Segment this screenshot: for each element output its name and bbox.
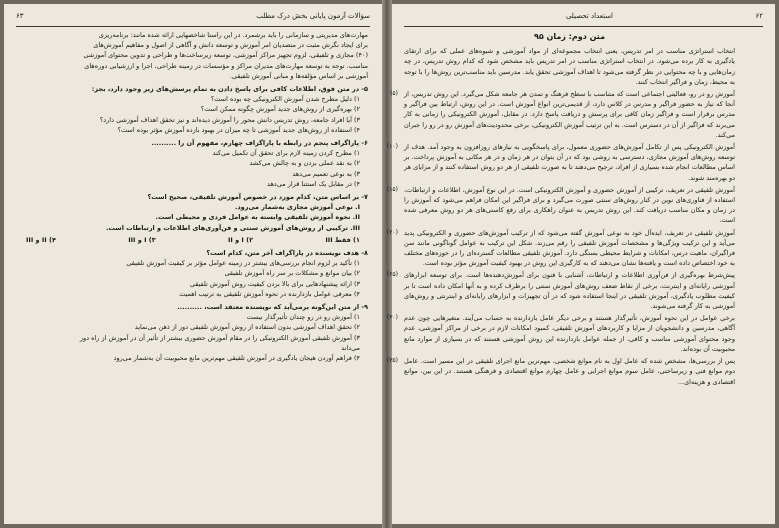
paragraph-text: پس از بررسی‌ها، مشخص شده که عامل اول به نام موانع شخصی، مهم‌ترین مانع اجرای تلفیقی در این مسیر است. عامل دوم موانع فنی و زیرساختی، عامل سوم موانع اجرایی و عامل چهارم موانع اقتصادی و فرهنگی هستند. در این بین، موانع اقتصادی و هزینه‌ای... <box>404 357 735 386</box>
left-page-body <box>18 30 368 518</box>
intro-line: مهارت‌های مدیریتی و سازمانی را باید برشمرد. در این راستا شاخصهایی ارائه شده مانند: برنامه‌ریزی <box>98 31 368 39</box>
passage-paragraph <box>386 228 735 269</box>
q5-option: ۳) آیا افراد جامعه، روش تدریس دانش محور را آموزش دیده‌اند و نیز تحقق اهداف آموزشی دارد؟ <box>99 115 360 124</box>
right-running-title: استعداد تحصیلی <box>565 12 613 20</box>
q5-option: ۴) استفاده از روش‌های جدید آموزشی تا چه میزان در بهبود بازده آموزش مؤثر بوده است؟ <box>117 125 360 134</box>
left-running-head <box>16 12 370 24</box>
intro-line: برای ایجاد نگرش مثبت در متصدیان امر آموزش و توسعه دانش و آگاهی از اصول و مفاهیم آموزش‌های <box>93 41 368 50</box>
q9-option: ۱) آموزش رو در رو چندان تأثیرگذار نیست <box>246 313 360 322</box>
passage-paragraph <box>390 89 735 140</box>
q7-choices <box>18 235 368 245</box>
question-9: ۹- از متن این‌گونه برمی‌آید که نویسنده معتقد است، .......... <box>177 303 368 312</box>
paragraph-text: آموزش تلفیقی در تعریف، ترکیبی از آموزش حضوری و آموزش الکترونیکی است. در این نوع آموزش، اطلاعات و ارتباطات، استفاده از فناوری‌های نوین در کنار روش‌های سنتی صورت می‌گیرد و برای فراگیر این امکان فراهم می‌شود که آموزش را در زمان و مکان مناسب دریافت کند. این روش تدریس به عنوان راهکاری برای رفع کاستی‌های هر دو روش معرفی شده است. <box>404 185 735 225</box>
q8-option: ۴) معرفی عوامل بازدارنده در نحوه آموزش تلفیقی به ترتیب اهمیت <box>179 289 360 298</box>
q7-choice: ۴) II و III <box>26 235 56 244</box>
paragraph-text: انتخاب استراتژی مناسب در امر تدریس، یعنی انتخاب مجموعه‌ای از مواد آموزشی و شیوه‌های عملی که برای ارتقای یادگیری به کار برده می‌شود. در انتخاب استراتژی مناسب در امر تدریس باید مشخص شود که کدام روش تدریس، در چه زمان‌هایی و با چه محتوایی در نظر گرفته می‌شود تا اهداف آموزشی تحقق یابد. مدرسین باید مناسب‌ترین روش‌ها را با توجه به محیط، زمان و فراگیر انتخاب کنند. <box>404 47 735 86</box>
paragraph-text: آموزش الکترونیکی پس از تکامل آموزش‌های حضوری معمول، برای پاسخگویی به نیازهای روزافزون به وجود آمد. هدف از توسعه روش‌های آموزش مجازی، دسترسی به روشی بود که در آن بتوان در هر زمان و در هر مکانی به آموزش پرداخت. بر اساس مطالعات انجام شده بسیاری از افراد، ترجیح می‌دهند تا به صورت تلفیقی از هر دو روش استفاده کنند و از مزایای هر دو بهره‌مند شوند. <box>404 143 735 182</box>
q7-choice: ۳) I و III <box>128 235 156 244</box>
line-ref: (۱۵) <box>386 185 398 193</box>
line-ref: (۵) <box>390 90 398 98</box>
q7-item: I. نوعی آموزش مجازی به‌شمار می‌رود. <box>234 203 360 212</box>
q5-option: ۱) دلیل مطرح شدن آموزش الکترونیکی چه بوده است؟ <box>210 95 360 104</box>
intro-line: آموزشی بر اساس مؤلفه‌ها و مبانی آموزش تلفیقی. <box>229 71 368 80</box>
passage-paragraph <box>386 142 735 183</box>
paragraph-text: آموزش رو در رو، فعالیتی اجتماعی است که متناسب با سطح فرهنگ و تمدن هر جامعه شکل می‌گیرد. این روش تدریس، از آنجا که نیاز به حضور فراگیر و مدرس در کلاس دارد، از قدیمی‌ترین انواع آموزش است. در این روش، ارتباط بین فراگیر و مدرس برقرار است و فراگیر زمان کافی برای پرسش و دریافت پاسخ دارد. در مقابل، آموزش الکترونیکی را زمانی به کار می‌برند که فراگیر از آن در دسترس است. به این ترتیب آموزش الکترونیکی، برخی محدودیت‌های آموزش رو در رو را جبران می‌کند. <box>404 90 735 139</box>
q6-option: ۳) به نوعی تعمیم می‌دهد <box>292 169 360 178</box>
q9-option: ۲) تحقق اهداف آموزشی بدون استفاده از روش آموزش تلفیقی دور از ذهن می‌نماید <box>134 323 360 332</box>
line-ref: (۱۰) <box>386 143 398 151</box>
right-header-rule <box>404 26 763 27</box>
passage-paragraph <box>386 185 735 226</box>
question-7: ۷- بر اساس متن، کدام مورد در خصوص آموزش تلفیقی، صحیح است؟ <box>147 193 368 202</box>
passage-paragraph <box>386 270 735 311</box>
q6-option: ۴) در مقابل یک استثنا قرار می‌دهد <box>267 179 360 188</box>
right-page-number: ۶۲ <box>755 12 763 20</box>
paragraph-text: آموزش تلفیقی در تعریف، ایده‌آل خود به نوعی آموزش گفته می‌شود که از ترکیب آموزش‌های حضوری و الکترونیکی پدید می‌آید و این ترکیب ویژگی‌ها و مشخصات آموزش تلفیقی را رقم می‌زند. شکل این ترکیب به عوامل گوناگونی مانند سن فراگیران، ماهیت درس، امکانات و شرایط محیطی بستگی دارد. آموزش تلفیقی مطالعات گسترده‌ای را در حوزه‌های مختلف به خود اختصاص داده است و یافته‌ها نشان می‌دهند که به کارگیری این روش در بهبود کیفیت آموزش مؤثر بوده است. <box>404 228 735 268</box>
question-8: ۸- هدف نویسنده در پاراگراف آخر متن، کدام است؟ <box>206 249 368 258</box>
intro-line: (۴۰) مجازی و تلفیقی، لزوم تجهیز مراکز آموزشی، توسعه زیرساخت‌ها و طراحی و تدوین محتوای آموزشی <box>83 51 368 60</box>
left-running-title: سؤالات آزمون پایانی بخش درک مطلب <box>256 12 370 20</box>
right-page <box>386 4 775 524</box>
q9-option: می‌داند <box>341 343 360 352</box>
q5-option: ۲) بهره‌گیری از روش‌های جدید آموزش چگونه ممکن است؟ <box>200 105 360 114</box>
q7-item: II. نحوه آموزش تلفیقی وابسته به عوامل فردی و محیطی است. <box>155 213 360 222</box>
right-running-head <box>404 12 763 24</box>
q9-option: ۴) فراهم آوردن هیجان یادگیری در آموزش تلفیقی مهم‌ترین مانع محبوبیت آن به‌شمار می‌رود <box>113 354 360 363</box>
left-page <box>4 4 382 524</box>
q7-item: III. ترکیبی از روش‌های آموزش سنتی و فن‌آوری‌های اطلاعات و ارتباطات است. <box>105 223 360 232</box>
line-ref: (۲۵) <box>386 271 398 279</box>
passage-heading: متن دوم: زمان ۹۵ <box>533 32 606 41</box>
passage-paragraph <box>386 313 735 354</box>
paragraph-text: پیش‌شرط بهره‌گیری از فن‌آوری اطلاعات و ارتباطات، آشنایی با فنون برای آموزش‌دهنده‌ها است. برای توسعه ابزارهای آموزشی رایانه‌ای و اینترنت، برخی از نقاط ضعف روش‌های آموزش سنتی را برطرف کرده و به آنها امکان داده است تا بر کیفیت مطلوب یادگیری، آموزش تلفیقی در اینجا استفاده شود که در آن تجهیزات و ابزارهای رایانه‌ای و اینترنتی و روش‌های آموزشی به کار گرفته می‌شوند. <box>404 271 735 311</box>
q8-option: ۲) بیان موانع و مشکلات بر سر راه آموزش تلفیقی <box>224 269 360 278</box>
right-page-body <box>386 30 735 518</box>
line-ref: (۲۰) <box>386 228 398 236</box>
q8-option: ۳) ارائه پیشنهادهایی برای بالا بردن کیفیت روش آموزش تلفیقی <box>189 279 360 288</box>
q7-choice: ۱) فقط III <box>325 235 360 244</box>
passage-paragraph <box>404 46 735 87</box>
left-page-number: ۶۳ <box>16 12 24 20</box>
question-6: ۶- پاراگراف پنجم در رابطه با پاراگراف چهارم، مفهوم آن را .......... <box>151 139 368 148</box>
q6-option: ۱) مطرح کردن زمینه لازم برای تحقق آن تکمیل می‌کند <box>212 149 360 158</box>
paragraph-text: برخی عوامل در این نحوه آموزش، تأثیرگذار هستند و برخی دیگر عامل بازدارنده به حساب می‌آیند. متغیرهایی چون عدم آگاهی، مدرسین و دانشجویان از مزایا و کاربردهای آموزش تلفیقی، کمبود امکانات لازم در برخی از مراکز آموزشی، عدم وجود محتوای آموزشی مناسب و کافی، از جمله عوامل بازدارنده این روش آموزشی هستند که در بسیاری از موارد مانع محبوبیت آن بوده‌اند. <box>404 314 735 353</box>
book-gutter <box>382 0 392 528</box>
q9-option: ۳) آموزش تلفیقی آموزش الکترونیکی را در مقام آموزش حضوری بیشتر از تأثیر آن در آموزش از راه دور <box>79 333 360 342</box>
passage-paragraph <box>386 356 735 387</box>
question-5: ۵- در متن فوق، اطلاعات کافی برای پاسخ دادن به تمام پرسش‌های زیر وجود دارد، بجز: <box>91 85 368 94</box>
q6-option: ۲) به نقد عملی بردن و به چالش می‌کشد <box>249 159 360 168</box>
q7-choice: ۲) I و II <box>228 235 254 244</box>
line-ref: (۳۵) <box>386 357 398 365</box>
left-header-rule <box>16 26 370 27</box>
q8-option: ۱) تأکید بر لزوم انجام بررسی‌های بیشتر در زمینه عوامل مؤثر بر کیفیت آموزش تلفیقی <box>126 259 360 268</box>
intro-line: مناسب. توجه به توسعه مهارت‌های مدیران مراکز و مؤسسات در زمینه طراحی، اجرا و ارزشیابی دوره‌های <box>84 61 368 70</box>
line-ref: (۳۰) <box>386 314 398 322</box>
